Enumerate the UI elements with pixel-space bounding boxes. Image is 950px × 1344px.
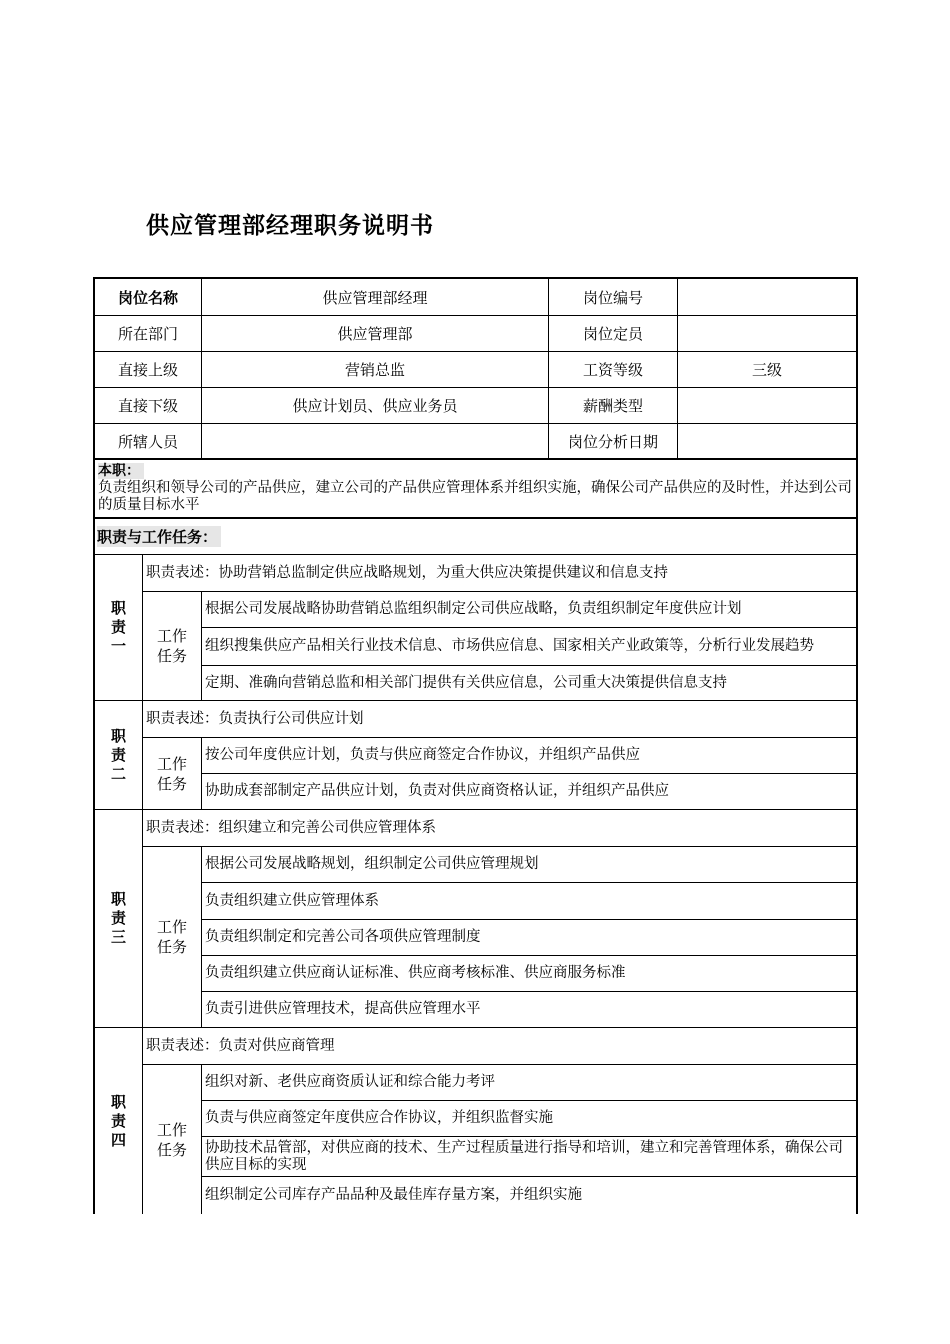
- duty-1-statement: 职责表述：协助营销总监制定供应战略规划，为重大供应决策提供建议和信息支持: [143, 555, 856, 592]
- duty-3-statement: 职责表述：组织建立和完善公司供应管理体系: [143, 810, 856, 847]
- label-staff-under: 所辖人员: [95, 424, 202, 460]
- duties-header-text: 职责与工作任务：: [97, 526, 221, 547]
- duty-4-task-4: 组织制定公司库存产品品种及最佳库存量方案，并组织实施: [205, 1187, 582, 1203]
- duty-2-label: 职 责 二: [95, 701, 143, 810]
- duty-1-task-2: 组织搜集供应产品相关行业技术信息、市场供应信息、国家相关产业政策等，分析行业发展趋势: [202, 628, 856, 666]
- value-headcount: [678, 316, 856, 352]
- document-title: 供应管理部经理职务说明书: [146, 213, 434, 239]
- label-analysis-date: 岗位分析日期: [549, 424, 678, 460]
- duty-1-label: 职 责 一: [95, 555, 143, 701]
- duty-2-task-label: 工作 任务: [143, 738, 202, 810]
- job-description-table: [93, 277, 858, 1214]
- duty-3-task-5: 负责引进供应管理技术，提高供应管理水平: [202, 992, 856, 1028]
- duty-4-label: 职 责 四: [95, 1028, 143, 1214]
- duty-1-task-label: 工作 任务: [143, 592, 202, 701]
- value-direct-subordinate: 供应计划员、供应业务员: [202, 388, 549, 424]
- duty-2-statement: 职责表述：负责执行公司供应计划: [143, 701, 856, 738]
- label-position-name: 岗位名称: [95, 279, 202, 316]
- duty-2-task-1: 按公司年度供应计划，负责与供应商签定合作协议，并组织产品供应: [202, 738, 856, 774]
- duty-4-task-1: 组织对新、老供应商资质认证和综合能力考评: [202, 1065, 856, 1101]
- label-direct-superior: 直接上级: [95, 352, 202, 388]
- duties-header: [95, 519, 856, 555]
- duty-4-task-2: 负责与供应商签定年度供应合作协议，并组织监督实施: [202, 1101, 856, 1137]
- label-salary-grade: 工资等级: [549, 352, 678, 388]
- label-position-code: 岗位编号: [549, 279, 678, 316]
- label-pay-type: 薪酬类型: [549, 388, 678, 424]
- core-duty-section: [95, 460, 856, 519]
- duty-3-task-label: 工作 任务: [143, 847, 202, 1028]
- value-position-code: [678, 279, 856, 316]
- value-pay-type: [678, 388, 856, 424]
- duty-3-label: 职 责 三: [95, 810, 143, 1028]
- duty-1-task-3: 定期、准确向营销总监和相关部门提供有关供应信息，公司重大决策提供信息支持: [202, 666, 856, 701]
- label-direct-subordinate: 直接下级: [95, 388, 202, 424]
- duty-3-task-1: 根据公司发展战略规划，组织制定公司供应管理规划: [202, 847, 856, 883]
- duty-4-statement: 职责表述：负责对供应商管理: [143, 1028, 856, 1065]
- duty-2-task-2: 协助成套部制定产品供应计划，负责对供应商资格认证，并组织产品供应: [202, 774, 856, 810]
- duty-3-task-2: 负责组织建立供应管理体系: [202, 883, 856, 920]
- value-direct-superior: 营销总监: [202, 352, 549, 388]
- duty-3-task-4: 负责组织建立供应商认证标准、供应商考核标准、供应商服务标准: [202, 956, 856, 992]
- value-staff-under: [202, 424, 549, 460]
- duty-4-task-3: 协助技术品管部，对供应商的技术、生产过程质量进行指导和培训，建立和完善管理体系，确保公司供应目标的实现: [202, 1137, 856, 1177]
- label-headcount: 岗位定员: [549, 316, 678, 352]
- value-position-name: 供应管理部经理: [202, 279, 549, 316]
- value-analysis-date: [678, 424, 856, 460]
- value-department: 供应管理部: [202, 316, 549, 352]
- value-salary-grade: 三级: [678, 352, 856, 388]
- duty-3-task-3: 负责组织制定和完善公司各项供应管理制度: [202, 920, 856, 956]
- duty-4-task-label: 工作 任务: [143, 1065, 202, 1214]
- core-duty-label: 本职：: [98, 463, 144, 479]
- label-department: 所在部门: [95, 316, 202, 352]
- core-duty-text: 负责组织和领导公司的产品供应，建立公司的产品供应管理体系并组织实施，确保公司产品供应的及时性，并达到公司的质量目标水平: [98, 480, 852, 513]
- duty-1-task-1: 根据公司发展战略协助营销总监组织制定公司供应战略，负责组织制定年度供应计划: [202, 592, 856, 628]
